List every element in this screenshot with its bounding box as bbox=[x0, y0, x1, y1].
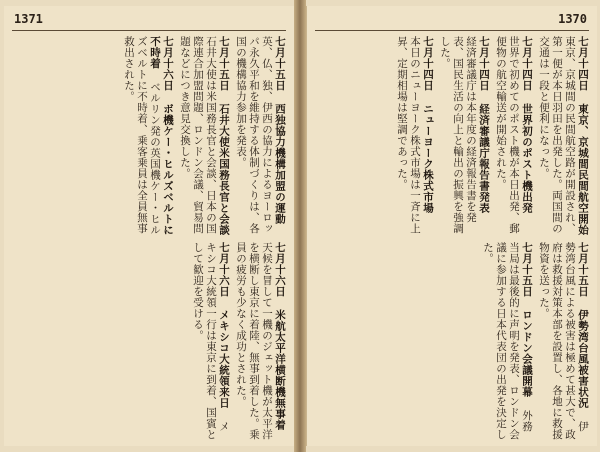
entry bbox=[395, 36, 434, 236]
left-page bbox=[4, 6, 295, 446]
entry bbox=[122, 36, 174, 236]
entry-heading: ニューヨーク株式市場 bbox=[422, 103, 434, 214]
entry bbox=[178, 36, 230, 236]
entry bbox=[438, 36, 490, 236]
entry-body: 経済審議庁は本年度の経済報告書を発表、国民生活の向上と輸出の振興を強調した。 bbox=[439, 36, 477, 234]
entry bbox=[234, 242, 286, 440]
entry-body: 英、仏、独、伊西の協力によるヨーロッパ永久平和を維持する体制づくりは、各国の機構協力参加を発表。 bbox=[235, 36, 273, 234]
entry-body: ベルリン発の英国機ケー・ヒルズベルトに不時着、乗客乗員は全員無事救出された。 bbox=[123, 36, 161, 236]
right-page bbox=[306, 6, 597, 446]
entry-heading: 西独協力機構加盟の運動 bbox=[274, 103, 286, 225]
entry-body: 世界で初めてのポスト機が本日出発、郵便物の航空輸送が開始された。 bbox=[495, 36, 520, 234]
page-number-left: 1371 bbox=[14, 12, 43, 26]
entry-date: 七月十四日 bbox=[422, 36, 434, 91]
entry bbox=[191, 242, 230, 440]
entry-heading: ボ機ケー・ヒルズベルトに不時着 bbox=[149, 36, 174, 236]
entry-date: 七月十五日 bbox=[577, 242, 589, 297]
entry-body: 本日のニューヨーク株式市場は一斉に上昇、定期相場は堅調であった。 bbox=[396, 36, 421, 234]
entry-heading: メキシコ大統領来日 bbox=[218, 309, 230, 409]
entry-body: 石井大使は米国務長官と会談、日本の国際連合加盟問題、ロンドン会議、貿易問題などにつき意見交換した。 bbox=[179, 36, 217, 234]
entry-heading: 経済審議庁報告書発表 bbox=[478, 103, 490, 214]
entry-date: 七月十四日 bbox=[478, 36, 490, 91]
entry-date: 七月十六日 bbox=[274, 242, 286, 297]
entry bbox=[537, 242, 589, 440]
entry-body: 外務当局は最後的に声明を発表、ロンドン会議に参加する日本代表団の出発を決定した。 bbox=[482, 242, 533, 440]
page-number-right: 1370 bbox=[558, 12, 587, 26]
entry-date: 七月十六日 bbox=[162, 36, 174, 91]
entry-heading: 米航太平洋横断機無事着 bbox=[274, 309, 286, 431]
entry-date: 七月十五日 bbox=[274, 36, 286, 91]
entry-date: 七月十四日 bbox=[577, 36, 589, 91]
right-bottom-block bbox=[315, 242, 589, 440]
entry bbox=[537, 36, 589, 236]
entry-heading: 世界初のポスト機出発 bbox=[521, 103, 533, 214]
entry-date: 七月十五日 bbox=[521, 242, 533, 297]
entry-heading: 石井大使米国務長官と会談 bbox=[218, 103, 230, 236]
entry-heading: ロンドン会議開幕 bbox=[521, 309, 533, 398]
left-bottom-block bbox=[12, 242, 286, 440]
entry-date: 七月十六日 bbox=[218, 242, 230, 297]
entry bbox=[234, 36, 286, 236]
header-rule-left bbox=[12, 30, 286, 31]
entry bbox=[494, 36, 533, 236]
entry-date: 七月十四日 bbox=[521, 36, 533, 91]
entry bbox=[481, 242, 533, 440]
left-top-block bbox=[12, 36, 286, 236]
right-top-block bbox=[315, 36, 589, 236]
entry-heading: 東京、京城間民間航空開始 bbox=[577, 103, 589, 236]
entry-date: 七月十五日 bbox=[218, 36, 230, 91]
entry-body: 東京、京城間の民間航空路が開設され、第一便が本日羽田を出発した。両国間の交通は一段と便利になった。 bbox=[538, 36, 576, 234]
entry-body: 伊勢湾台風による被害は極めて甚大で、政府は救援対策本部を設置し、各地に救援物資を送った。 bbox=[538, 242, 589, 440]
entry-body: 天候を冒して一機のジェット機が太平洋を横断し東京に着陸、無事到着した。乗員の疲労も少なく成功とされた。 bbox=[235, 242, 273, 440]
entry-body: メキシコ大統領一行は東京に到着、国賓として歓迎を受ける。 bbox=[192, 242, 230, 440]
header-rule-right bbox=[315, 30, 589, 31]
entry-heading: 伊勢湾台風被害状況 bbox=[577, 309, 589, 409]
book-gutter bbox=[294, 0, 306, 452]
